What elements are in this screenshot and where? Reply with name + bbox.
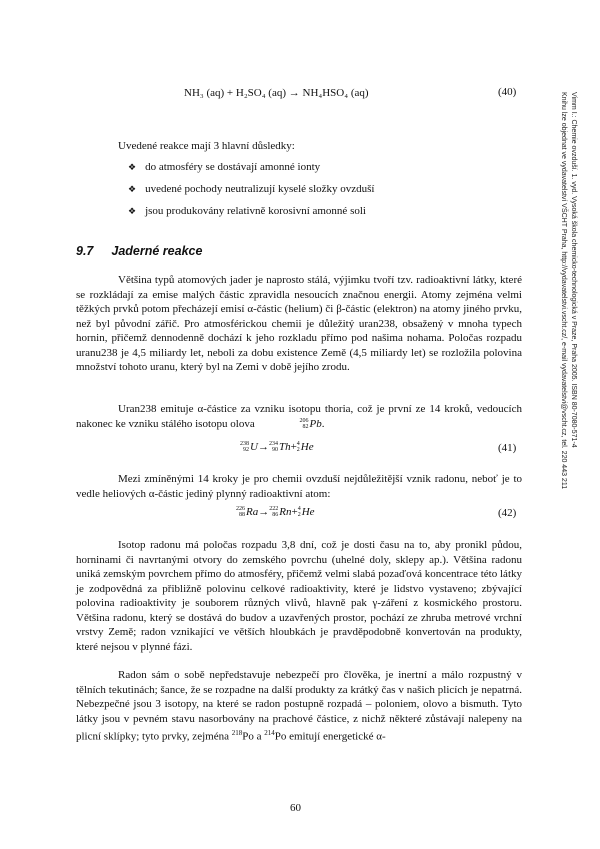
diamond-bullet-icon: ❖: [128, 207, 137, 217]
bullet-item: ❖ do atmosféry se dostávají amonné ionty: [128, 161, 321, 173]
equation-42-number: (42): [498, 507, 517, 519]
bullet-item: ❖ jsou produkovány relativně korosivní amonné soli: [128, 205, 366, 217]
paragraph-2: Uran238 emituje α-částice za vzniku isotopu thoria, což je první ze 14 kroků, vedoucích nakonec ke vzniku stálého isotopu olova 206 82Pb.: [76, 403, 522, 430]
intro-text: Uvedené reakce mají 3 hlavní důsledky:: [118, 140, 295, 152]
equation-40-number: (40): [498, 86, 517, 98]
paragraph-1: Většina typů atomových jader je naprosto stálá, výjimku tvoří tzv. radioaktivní látky, které se rozkládají za emise malých částic zpravidla nesoucích značnou energii. Atomy zejména velmi těžkých prvků potom přecházejí emisí α-částic (helium) či β-částic (elektron) na atomy jiného prvku, než byl původní zářič. Pro atmosférickou chemii je důležitý uran238, obsažený v mnoha typech hornin, přičemž dennodenně dochází k jeho rozkladu přímo pod našima nohama. Poločas rozpadu uranu238 je 4,5 miliardy let, neboli za dobu existence Země (4,5 miliardy let) se rozložila polovina množství tohoto uranu, který byl na Zemi v době jejího zrodu.: [76, 274, 522, 373]
page-number: 60: [290, 802, 301, 814]
equation-41-number: (41): [498, 442, 517, 454]
diamond-bullet-icon: ❖: [128, 163, 137, 173]
side-copyright-note: Vimm I.: Chemie ovzduší. 1. vyd. Vysoká škola chemicko-technologická v Praze, Praha 2005. ISBN 80-7080-571-4 Knihu lze objednat ve vydavatelství VŠCHT Praha, http://vydavatelstvi.vscht.cz/, e-mail vydavatelstvi@vscht.cz, tel. 220 443 211: [560, 92, 577, 490]
paragraph-5: Radon sám o sobě nepředstavuje nebezpečí pro člověka, je inertní a málo rozpustný v tělních tekutinách; šance, že se rozpadne na další produkty za krátký čas v našich plicích je nepatrná. Nebezpečné jsou 3 isotopy, na které se radon postupně rozpadá – poloniem, olovo a bismuth. Tyto látky jsou v pevném stavu nasorbovány na prachové částice, z nichž některé zůstávají nalepeny na plicní sklípky; tyto prvky, zejména $^{218}$Po a $^{214}$Po emitují energetické α-: [76, 669, 522, 743]
section-title: Jaderné reakce: [111, 244, 203, 258]
section-number: 9.7: [76, 244, 94, 258]
paragraph-3: Mezi zmíněnými 14 kroky je pro chemii ovzduší nejdůležitější vznik radonu, neboť je to vedle heliových α-částic jediný plynný radioaktivní atom:: [76, 473, 522, 500]
lead-isotope-numbers: 206 82: [299, 417, 309, 430]
section-heading: [76, 244, 202, 258]
equation-42: 226 88Ra→222 86Rn+4 2He: [236, 506, 315, 519]
equation-40: NH₃ (aq) + H₂SO₄ (aq) → NH₄HSO₄ (aq): [184, 87, 369, 99]
lead-symbol: Pb: [309, 417, 322, 430]
bullet-item: ❖ uvedené pochody neutralizují kyselé složky ovzduší: [128, 183, 375, 195]
equation-41: 238 92U→234 90Th+4 2He: [240, 441, 314, 454]
diamond-bullet-icon: ❖: [128, 185, 137, 195]
paragraph-4: Isotop radonu má poločas rozpadu 3,8 dní, což je dosti času na to, aby pronikl půdou, horninami či navrtanými otvory do zemského povrchu (uhelné doly, sklepy ap.). Většina radonu uniká zemským povrchem přímo do atmosféry, přičemž velmi slabá pozaďová koncentrace této látky je zodpovědná za přibližně polovinu celkové radioaktivity, které je lidstvo vystaveno; zbývající polovina radioaktivity je souborem různých vlivů, hlavně pak γ-záření z kosmického prostoru. Většina radonu, který se dostává do budov a uzavřených prostor, pochází ze zhruba metrové vrchní vrstvy Země; radon vznikající ve větších hloubkách je pravděpodobně konvertován na produkty, které nejsou v plynné fázi.: [76, 539, 522, 653]
